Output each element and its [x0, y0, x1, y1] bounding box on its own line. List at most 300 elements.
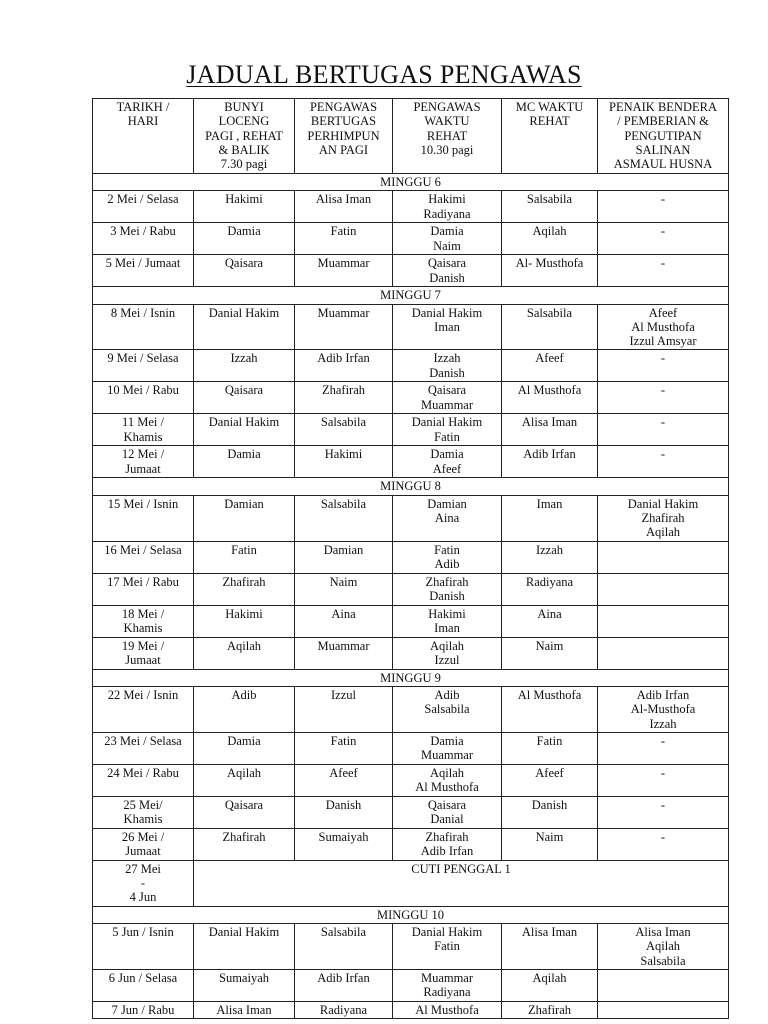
cell-line: Radiyana: [423, 985, 471, 1000]
cell-line: Hakimi: [428, 606, 466, 621]
header-tarikh-hari: [93, 99, 194, 174]
cell-line: Danish: [429, 365, 465, 380]
cell-line: Muammar: [420, 397, 474, 412]
cell-line: Alisa Iman: [216, 1002, 272, 1017]
cell-line: Adib: [231, 687, 257, 702]
cell-line: Muammar: [420, 748, 474, 763]
bell-duty-cell: [194, 191, 295, 223]
table-row: [93, 796, 729, 828]
mc-cell: [502, 446, 598, 478]
flag-duty-cell: [598, 1001, 729, 1018]
table-row: [93, 414, 729, 446]
recess-duty-cell: [393, 828, 502, 860]
table-row: [93, 637, 729, 669]
mc-cell: [502, 304, 598, 350]
assembly-duty-cell: [295, 382, 393, 414]
mc-cell: [502, 191, 598, 223]
recess-duty-cell: [393, 382, 502, 414]
cell-line: Afeef: [535, 765, 564, 780]
week-label: MINGGU 6: [93, 174, 729, 191]
recess-duty-cell: [393, 350, 502, 382]
assembly-duty-cell: [295, 637, 393, 669]
assembly-duty-cell: [295, 223, 393, 255]
cell-line: -: [660, 733, 666, 748]
cell-line: Izzul Amsyar: [629, 334, 697, 349]
cell-line: Danial Hakim: [411, 305, 483, 320]
bell-duty-cell: [194, 223, 295, 255]
week-label: MINGGU 8: [93, 478, 729, 495]
date-cell: [93, 969, 194, 1001]
flag-duty-cell: [598, 255, 729, 287]
recess-duty-cell: [393, 764, 502, 796]
cell-line: Aqilah: [532, 970, 567, 985]
assembly-duty-cell: [295, 732, 393, 764]
cell-line: 5 Mei / Jumaat: [105, 256, 181, 271]
cell-line: Izzul: [434, 652, 460, 667]
cell-line: Izzah: [535, 542, 564, 557]
flag-duty-cell: [598, 573, 729, 605]
cell-line: Salsabila: [526, 305, 573, 320]
recess-duty-cell: [393, 446, 502, 478]
date-cell: [93, 573, 194, 605]
cell-line: Aqilah: [226, 765, 262, 780]
cell-line: Alisa Iman: [635, 925, 691, 940]
mc-cell: [502, 796, 598, 828]
header-bunyi-loceng: [194, 99, 295, 174]
recess-duty-cell: [393, 969, 502, 1001]
table-row: [93, 969, 729, 1001]
cell-line: Hakimi: [225, 606, 263, 621]
cell-line: Afeef: [432, 461, 462, 476]
cell-line: Adib: [434, 687, 460, 702]
cell-line: 3 Mei / Rabu: [110, 224, 176, 239]
bell-duty-cell: [194, 573, 295, 605]
date-cell: [93, 924, 194, 970]
flag-duty-cell: [598, 191, 729, 223]
cell-line: Naim: [535, 638, 564, 653]
table-row: [93, 605, 729, 637]
cell-line: -: [660, 192, 666, 207]
cell-line: Damia: [227, 733, 261, 748]
date-cell: [93, 382, 194, 414]
cell-line: 11 Mei /: [122, 415, 164, 430]
cell-line: Aina: [331, 606, 356, 621]
cell-line: Damia: [227, 224, 261, 239]
cell-line: Iman: [434, 620, 460, 635]
cell-line: 6 Jun / Selasa: [108, 970, 178, 985]
cell-line: Izzul: [331, 687, 356, 702]
table-row: [93, 1001, 729, 1018]
cell-line: 27 Mei: [125, 861, 161, 876]
cell-line: / PEMBERIAN &: [617, 114, 709, 129]
date-cell: [93, 828, 194, 860]
cell-line: Adib Irfan: [317, 351, 370, 366]
cell-line: 24 Mei / Rabu: [107, 765, 179, 780]
recess-duty-cell: [393, 414, 502, 446]
cell-line: Adib Irfan: [420, 844, 474, 859]
cell-line: Damia: [430, 733, 464, 748]
cell-line: -: [660, 765, 666, 780]
date-cell: [93, 223, 194, 255]
cell-line: -: [660, 447, 666, 462]
cell-line: Izzah: [230, 351, 258, 366]
cell-line: Naim: [329, 574, 358, 589]
cell-line: Afeef: [329, 765, 358, 780]
cell-line: Aqilah: [429, 765, 465, 780]
cell-line: Zhafirah: [321, 383, 366, 398]
mc-cell: [502, 223, 598, 255]
cell-line: PENAIK BENDERA: [609, 100, 717, 114]
flag-duty-cell: [598, 764, 729, 796]
assembly-duty-cell: [295, 1001, 393, 1018]
mc-cell: [502, 764, 598, 796]
recess-duty-cell: [393, 732, 502, 764]
cell-line: Damian: [323, 542, 364, 557]
flag-duty-cell: [598, 732, 729, 764]
cell-line: 7.30 pagi: [220, 157, 268, 172]
flag-duty-cell: [598, 541, 729, 573]
cell-line: Iman: [536, 496, 563, 511]
mc-cell: [502, 637, 598, 669]
table-row: [93, 924, 729, 970]
date-cell: [93, 686, 194, 732]
cell-line: Fatin: [231, 542, 257, 557]
cell-line: Jumaat: [125, 844, 161, 859]
cell-line: Khamis: [123, 620, 163, 635]
cell-line: Al Musthofa: [631, 319, 695, 334]
mc-cell: [502, 573, 598, 605]
cell-line: Qaisara: [427, 383, 467, 398]
recess-duty-cell: [393, 1001, 502, 1018]
week-label: MINGGU 7: [93, 287, 729, 304]
cell-line: Aina: [434, 511, 460, 526]
cell-line: Alisa Iman: [521, 925, 578, 940]
cell-line: Salsabila: [640, 953, 686, 968]
cell-line: Iman: [434, 319, 460, 334]
flag-duty-cell: [598, 924, 729, 970]
mc-cell: [502, 828, 598, 860]
table-row: [93, 382, 729, 414]
cell-line: Qaisara: [224, 383, 264, 398]
cell-line: Adib Irfan: [636, 687, 690, 702]
cell-line: Radiyana: [423, 206, 471, 221]
cell-line: Danial Hakim: [208, 305, 280, 320]
bell-duty-cell: [194, 637, 295, 669]
assembly-duty-cell: [295, 446, 393, 478]
cell-line: 25 Mei/: [123, 797, 163, 812]
cell-line: 5 Jun / Isnin: [112, 925, 174, 940]
cell-line: Muammar: [420, 970, 474, 985]
cell-line: 26 Mei /: [121, 829, 165, 844]
assembly-duty-cell: [295, 414, 393, 446]
cell-line: Khamis: [123, 429, 163, 444]
cell-line: Hakimi: [225, 192, 263, 207]
date-cell: [93, 446, 194, 478]
bell-duty-cell: [194, 495, 295, 541]
flag-duty-cell: [598, 495, 729, 541]
mc-cell: [502, 686, 598, 732]
cell-line: Al Musthofa: [415, 780, 479, 795]
bell-duty-cell: [194, 764, 295, 796]
date-cell: [93, 304, 194, 350]
cell-line: Izzah: [649, 716, 677, 731]
cell-line: 9 Mei / Selasa: [107, 351, 179, 366]
cell-line: -: [660, 256, 666, 271]
cell-line: Alisa Iman: [315, 192, 372, 207]
cell-line: Danial Hakim: [208, 415, 280, 430]
cell-line: -: [660, 351, 666, 366]
cell-line: Zhafirah: [641, 511, 685, 526]
date-cell: [93, 796, 194, 828]
header-pengawas-perhimpunan: [295, 99, 393, 174]
recess-duty-cell: [393, 573, 502, 605]
date-cell: [93, 764, 194, 796]
cell-line: Adib Irfan: [523, 447, 576, 462]
cell-line: -: [140, 876, 146, 891]
bell-duty-cell: [194, 732, 295, 764]
cell-line: -: [660, 224, 666, 239]
cell-line: Damian: [224, 496, 264, 511]
bell-duty-cell: [194, 828, 295, 860]
cell-line: Fatin: [536, 733, 563, 748]
assembly-duty-cell: [295, 304, 393, 350]
cell-line: Zhafirah: [222, 829, 266, 844]
cell-line: -: [660, 383, 666, 398]
date-cell: [93, 541, 194, 573]
assembly-duty-cell: [295, 605, 393, 637]
cell-line: MC WAKTU: [515, 100, 584, 114]
week-label: MINGGU 9: [93, 669, 729, 686]
bell-duty-cell: [194, 924, 295, 970]
cell-line: 10.30 pagi: [420, 142, 474, 157]
recess-duty-cell: [393, 223, 502, 255]
cell-line: Salsabila: [320, 496, 367, 511]
mc-cell: [502, 495, 598, 541]
cell-line: 12 Mei /: [121, 447, 165, 462]
bell-duty-cell: [194, 304, 295, 350]
header-pengawas-rehat: [393, 99, 502, 174]
header-penaik-bendera: [598, 99, 729, 174]
cell-line: Khamis: [123, 812, 163, 827]
recess-duty-cell: [393, 255, 502, 287]
cell-line: Danial Hakim: [411, 925, 483, 940]
bell-duty-cell: [194, 605, 295, 637]
cell-line: WAKTU: [424, 114, 470, 129]
cell-line: PERHIMPUN: [307, 128, 380, 143]
cell-line: Qaisara: [427, 797, 467, 812]
cell-line: REHAT: [529, 114, 570, 129]
cell-line: Salsabila: [320, 925, 367, 940]
date-cell: [93, 495, 194, 541]
table-row: [93, 304, 729, 350]
flag-duty-cell: [598, 223, 729, 255]
duty-schedule-table: [92, 98, 729, 1019]
cell-line: 22 Mei / Isnin: [107, 687, 179, 702]
cell-line: Al- Musthofa: [515, 256, 584, 271]
date-cell: [93, 255, 194, 287]
cell-line: Adib Irfan: [317, 970, 370, 985]
table-row: [93, 732, 729, 764]
holiday-label: CUTI PENGGAL 1: [194, 860, 729, 906]
cell-line: Al Musthofa: [415, 1002, 479, 1017]
cell-line: Aqilah: [645, 525, 681, 540]
date-cell: [93, 605, 194, 637]
cell-line: Danish: [531, 797, 568, 812]
cell-line: 19 Mei /: [121, 638, 165, 653]
mc-cell: [502, 924, 598, 970]
cell-line: 2 Mei / Selasa: [107, 192, 179, 207]
cell-line: AN PAGI: [318, 142, 369, 157]
cell-line: Radiyana: [525, 574, 574, 589]
cell-line: Qaisara: [224, 256, 264, 271]
cell-line: Afeef: [648, 305, 678, 320]
assembly-duty-cell: [295, 495, 393, 541]
assembly-duty-cell: [295, 828, 393, 860]
cell-line: Hakimi: [324, 447, 363, 462]
date-cell: [93, 732, 194, 764]
table-row: [93, 495, 729, 541]
assembly-duty-cell: [295, 924, 393, 970]
cell-line: Danish: [325, 797, 362, 812]
cell-line: Damia: [227, 447, 261, 462]
cell-line: BUNYI: [224, 100, 264, 114]
cell-line: Aina: [537, 606, 562, 621]
cell-line: Radiyana: [319, 1002, 368, 1017]
recess-duty-cell: [393, 495, 502, 541]
cell-line: -: [660, 829, 666, 844]
mc-cell: [502, 382, 598, 414]
cell-line: ASMAUL HUSNA: [613, 157, 713, 172]
cell-line: 4 Jun: [129, 890, 157, 905]
bell-duty-cell: [194, 686, 295, 732]
table-row: [93, 223, 729, 255]
cell-line: Danial Hakim: [208, 925, 280, 940]
mc-cell: [502, 605, 598, 637]
cell-line: Zhafirah: [425, 574, 469, 589]
date-cell: [93, 1001, 194, 1018]
flag-duty-cell: [598, 605, 729, 637]
week-heading-row: [93, 174, 729, 191]
week-heading-row: [93, 287, 729, 304]
flag-duty-cell: [598, 350, 729, 382]
bell-duty-cell: [194, 969, 295, 1001]
cell-line: 23 Mei / Selasa: [104, 733, 182, 748]
assembly-duty-cell: [295, 541, 393, 573]
cell-line: LOCENG: [218, 114, 270, 129]
flag-duty-cell: [598, 637, 729, 669]
cell-line: Qaisara: [427, 256, 467, 271]
cell-line: 17 Mei / Rabu: [107, 574, 179, 589]
week-heading-row: [93, 478, 729, 495]
cell-line: REHAT: [426, 128, 468, 143]
date-cell: [93, 191, 194, 223]
bell-duty-cell: [194, 446, 295, 478]
flag-duty-cell: [598, 796, 729, 828]
cell-line: Sumaiyah: [219, 970, 269, 985]
cell-line: Al Musthofa: [517, 383, 582, 398]
cell-line: Fatin: [330, 733, 357, 748]
bell-duty-cell: [194, 255, 295, 287]
flag-duty-cell: [598, 304, 729, 350]
mc-cell: [502, 414, 598, 446]
cell-line: Salsabila: [320, 415, 367, 430]
bell-duty-cell: [194, 350, 295, 382]
table-header-row: [93, 99, 729, 174]
assembly-duty-cell: [295, 573, 393, 605]
mc-cell: [502, 350, 598, 382]
cell-line: HARI: [127, 114, 159, 129]
cell-line: Damia: [430, 224, 464, 239]
cell-line: Aqilah: [226, 638, 262, 653]
mc-cell: [502, 541, 598, 573]
cell-line: Al Musthofa: [517, 687, 582, 702]
cell-line: Danial Hakim: [627, 496, 699, 511]
bell-duty-cell: [194, 1001, 295, 1018]
table-row: [93, 686, 729, 732]
table-row: [93, 350, 729, 382]
cell-line: Fatin: [434, 939, 460, 954]
recess-duty-cell: [393, 924, 502, 970]
recess-duty-cell: [393, 637, 502, 669]
cell-line: -: [660, 797, 666, 812]
cell-line: Fatin: [434, 429, 460, 444]
cell-line: Danish: [429, 588, 465, 603]
recess-duty-cell: [393, 796, 502, 828]
cell-line: PAGI , REHAT: [205, 128, 283, 143]
table-row: [93, 828, 729, 860]
cell-line: Hakimi: [428, 192, 466, 207]
cell-line: Muammar: [317, 256, 370, 271]
table-row: [93, 764, 729, 796]
cell-line: Naim: [535, 829, 564, 844]
page-title: JADUAL BERTUGAS PENGAWAS: [186, 60, 582, 89]
date-cell: [93, 414, 194, 446]
table-body: [93, 174, 729, 1019]
recess-duty-cell: [393, 605, 502, 637]
cell-line: Jumaat: [125, 461, 161, 476]
cell-line: PENGUTIPAN: [624, 128, 702, 143]
cell-line: 7 Jun / Rabu: [111, 1002, 175, 1017]
holiday-date-cell: [93, 860, 194, 906]
cell-line: Al-Musthofa: [630, 702, 696, 717]
mc-cell: [502, 969, 598, 1001]
bell-duty-cell: [194, 796, 295, 828]
assembly-duty-cell: [295, 350, 393, 382]
table-row: [93, 255, 729, 287]
cell-line: Sumaiyah: [318, 829, 369, 844]
cell-line: Aqilah: [532, 224, 567, 239]
cell-line: 10 Mei / Rabu: [107, 383, 179, 398]
cell-line: Danial Hakim: [411, 415, 483, 430]
assembly-duty-cell: [295, 796, 393, 828]
flag-duty-cell: [598, 382, 729, 414]
cell-line: Danial: [430, 812, 464, 827]
flag-duty-cell: [598, 686, 729, 732]
header-mc-waktu-rehat: [502, 99, 598, 174]
cell-line: PENGAWAS: [413, 100, 481, 114]
cell-line: BERTUGAS: [310, 114, 377, 129]
bell-duty-cell: [194, 541, 295, 573]
week-heading-row: [93, 669, 729, 686]
cell-line: Afeef: [535, 351, 564, 366]
recess-duty-cell: [393, 686, 502, 732]
cell-line: Muammar: [317, 305, 370, 320]
bell-duty-cell: [194, 382, 295, 414]
cell-line: Damian: [427, 496, 467, 511]
cell-line: Zhafirah: [527, 1002, 572, 1017]
cell-line: Fatin: [330, 224, 357, 239]
cell-line: Zhafirah: [425, 829, 469, 844]
